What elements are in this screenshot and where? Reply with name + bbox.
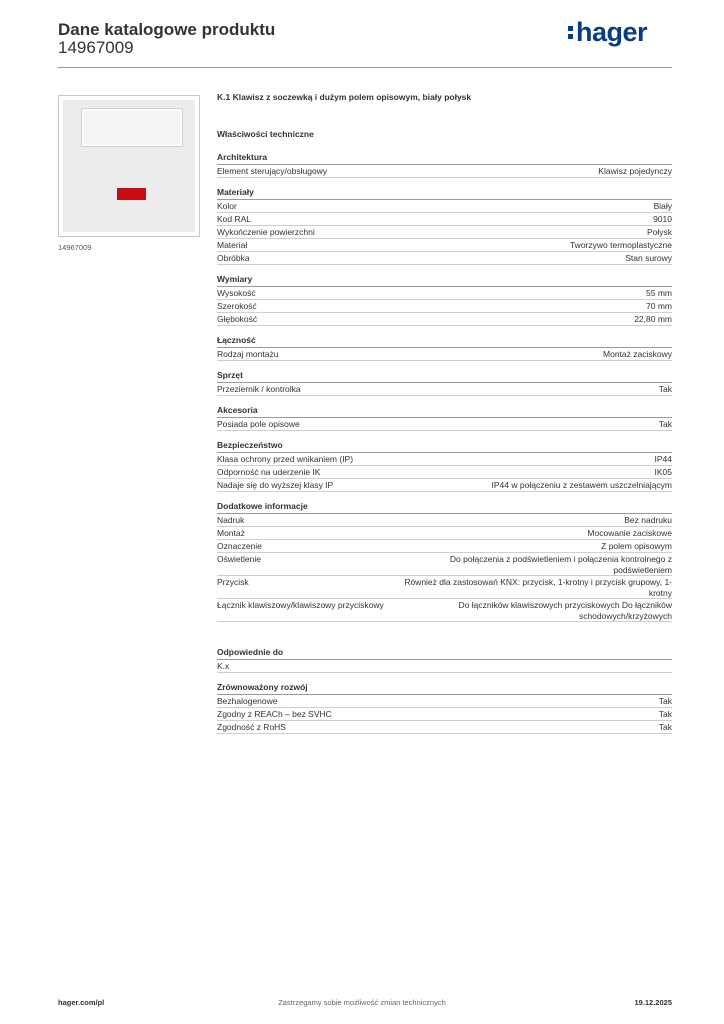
tech-properties-heading: Właściwości techniczne (217, 129, 314, 139)
spec-sections (217, 152, 672, 734)
section-title: Łączność (217, 335, 672, 348)
section-title: Odpowiednie do (217, 647, 672, 660)
spec-key: Przycisk (217, 577, 249, 587)
section-title: Zrównoważony rozwój (217, 682, 672, 695)
spec-value: Klawisz pojedynczy (598, 166, 672, 176)
spec-key: Wysokość (217, 288, 256, 298)
spec-key: Element sterujący/obsługowy (217, 166, 328, 176)
spec-row (217, 200, 672, 213)
spec-row (217, 252, 672, 265)
spec-value: IK05 (654, 467, 672, 477)
section-gap (217, 631, 672, 647)
spec-row (217, 213, 672, 226)
spec-key: Klasa ochrony przed wnikaniem (IP) (217, 454, 354, 464)
spec-value: IP44 (654, 454, 672, 464)
page-title: Dane katalogowe produktu (58, 20, 276, 39)
spec-value: 9010 (653, 214, 672, 224)
spec-key: Zgodny z REACh – bez SVHC (217, 709, 332, 719)
spec-key: Kolor (217, 201, 237, 211)
spec-row (217, 576, 672, 599)
footer-date: 19.12.2025 (634, 998, 672, 1007)
spec-section (217, 187, 672, 265)
spec-row (217, 466, 672, 479)
spec-row (217, 721, 672, 734)
spec-key: Przeziernik / kontrolka (217, 384, 301, 394)
product-number: 14967009 (58, 38, 134, 57)
spec-value: Tak (658, 384, 672, 394)
spec-value: Tworzywo termoplastyczne (569, 240, 672, 250)
section-title: Wymiary (217, 274, 672, 287)
spec-key: Nadaje się do wyższej klasy IP (217, 480, 334, 490)
spec-row (217, 418, 672, 431)
spec-value: Tak (658, 722, 672, 732)
spec-row (217, 540, 672, 553)
spec-key: Kod RAL (217, 214, 252, 224)
spec-key: Montaż (217, 528, 245, 538)
spec-section (217, 501, 672, 622)
spec-value: Tak (658, 709, 672, 719)
spec-value: 70 mm (646, 301, 672, 311)
spec-key: Oświetlenie (217, 554, 261, 564)
spec-row (217, 313, 672, 326)
spec-value: Do łączników klawiszowych przyciskowych Do łączników schodowych/krzyżowych (458, 600, 672, 621)
spec-row (217, 239, 672, 252)
spec-key: Rodzaj montażu (217, 349, 279, 359)
spec-key: Posiada pole opisowe (217, 419, 300, 429)
spec-value: Bez nadruku (624, 515, 672, 525)
spec-value: Również dla zastosowań KNX: przycisk, 1-krotny i przycisk grupowy, 1-krotny (404, 577, 672, 598)
spec-key: Odporność na uderzenie IK (217, 467, 321, 477)
spec-value: Do połączenia z podświetleniem i połączenia kontrolnego z podświetleniem (449, 554, 672, 575)
spec-key: K.x (217, 661, 230, 671)
spec-value: Stan surowy (625, 253, 672, 263)
spec-key: Wykończenie powierzchni (217, 227, 315, 237)
section-title: Architektura (217, 152, 672, 165)
spec-row (217, 514, 672, 527)
logo-text: hager (576, 17, 648, 47)
header-divider (58, 67, 672, 68)
spec-section (217, 647, 672, 673)
spec-section (217, 440, 672, 492)
spec-row (217, 479, 672, 492)
spec-key: Bezhalogenowe (217, 696, 278, 706)
spec-value: IP44 w połączeniu z zestawem uszczelniającym (491, 480, 672, 490)
logo-dots-icon (568, 24, 574, 40)
product-details (217, 92, 672, 743)
spec-row (217, 553, 672, 576)
spec-value: Montaż zaciskowy (603, 349, 672, 359)
spec-row (217, 527, 672, 540)
spec-value: Mocowanie zaciskowe (587, 528, 672, 538)
spec-row (217, 660, 672, 673)
section-title: Materiały (217, 187, 672, 200)
spec-value: Tak (658, 419, 672, 429)
spec-row (217, 300, 672, 313)
spec-value: Biały (653, 201, 672, 211)
spec-key: Głębokość (217, 314, 258, 324)
spec-section (217, 274, 672, 326)
spec-key: Obróbka (217, 253, 250, 263)
section-title: Akcesoria (217, 405, 672, 418)
spec-value: Z polem opisowym (601, 541, 672, 551)
section-title: Dodatkowe informacje (217, 501, 672, 514)
spec-key: Oznaczenie (217, 541, 262, 551)
spec-key: Zgodność z RoHS (217, 722, 286, 732)
product-image (58, 95, 200, 237)
footer-website: hager.com/pl (58, 998, 105, 1007)
spec-row (217, 695, 672, 708)
spec-key: Materiał (217, 240, 248, 250)
spec-key: Szerokość (217, 301, 257, 311)
spec-section (217, 370, 672, 396)
red-lens (117, 188, 146, 200)
section-title: Sprzęt (217, 370, 672, 383)
spec-value: 55 mm (646, 288, 672, 298)
spec-row (217, 599, 672, 622)
spec-row (217, 165, 672, 178)
spec-section (217, 335, 672, 361)
spec-row (217, 453, 672, 466)
footer-notice: Zastrzegamy sobie możliwość zmian technicznych (278, 998, 446, 1007)
spec-row (217, 348, 672, 361)
spec-value: 22,80 mm (634, 314, 672, 324)
section-title: Bezpieczeństwo (217, 440, 672, 453)
spec-row (217, 226, 672, 239)
spec-section (217, 682, 672, 734)
spec-row (217, 383, 672, 396)
spec-key: Nadruk (217, 515, 245, 525)
spec-value: Tak (658, 696, 672, 706)
product-description: K.1 Klawisz z soczewką i dużym polem opisowym, biały połysk (217, 92, 472, 102)
spec-row (217, 287, 672, 300)
spec-section (217, 405, 672, 431)
spec-section (217, 152, 672, 178)
spec-row (217, 708, 672, 721)
product-image-caption: 14967009 (58, 243, 92, 252)
spec-key: Łącznik klawiszowy/klawiszowy przyciskowy (217, 600, 384, 610)
hager-logo (568, 17, 647, 48)
rocker-switch-illustration (63, 100, 195, 232)
label-field (81, 108, 183, 147)
spec-value: Połysk (646, 227, 672, 237)
